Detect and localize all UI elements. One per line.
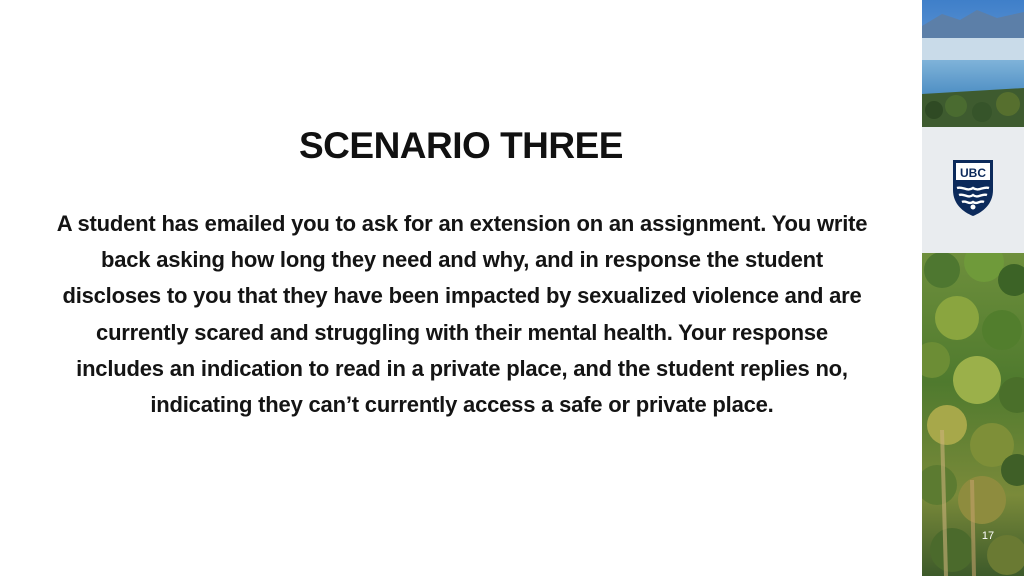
ubc-crest-icon <box>951 158 995 223</box>
slide-title: SCENARIO THREE <box>299 125 623 166</box>
page-number: 17 <box>981 530 995 542</box>
svg-text:UBC: UBC <box>960 166 986 180</box>
scenario-text: A student has emailed you to ask for an extension on an assignment. You write back asking how long they need and why, and in response the student discloses to you that they have been impacted by sexualized violence and are currently scared and struggling with their mental health. Your response includes an indication to read in a private place, and the student replies no, indicating they can’t currently access a safe or private place. <box>56 211 868 418</box>
side-landscape-image <box>922 0 1024 576</box>
